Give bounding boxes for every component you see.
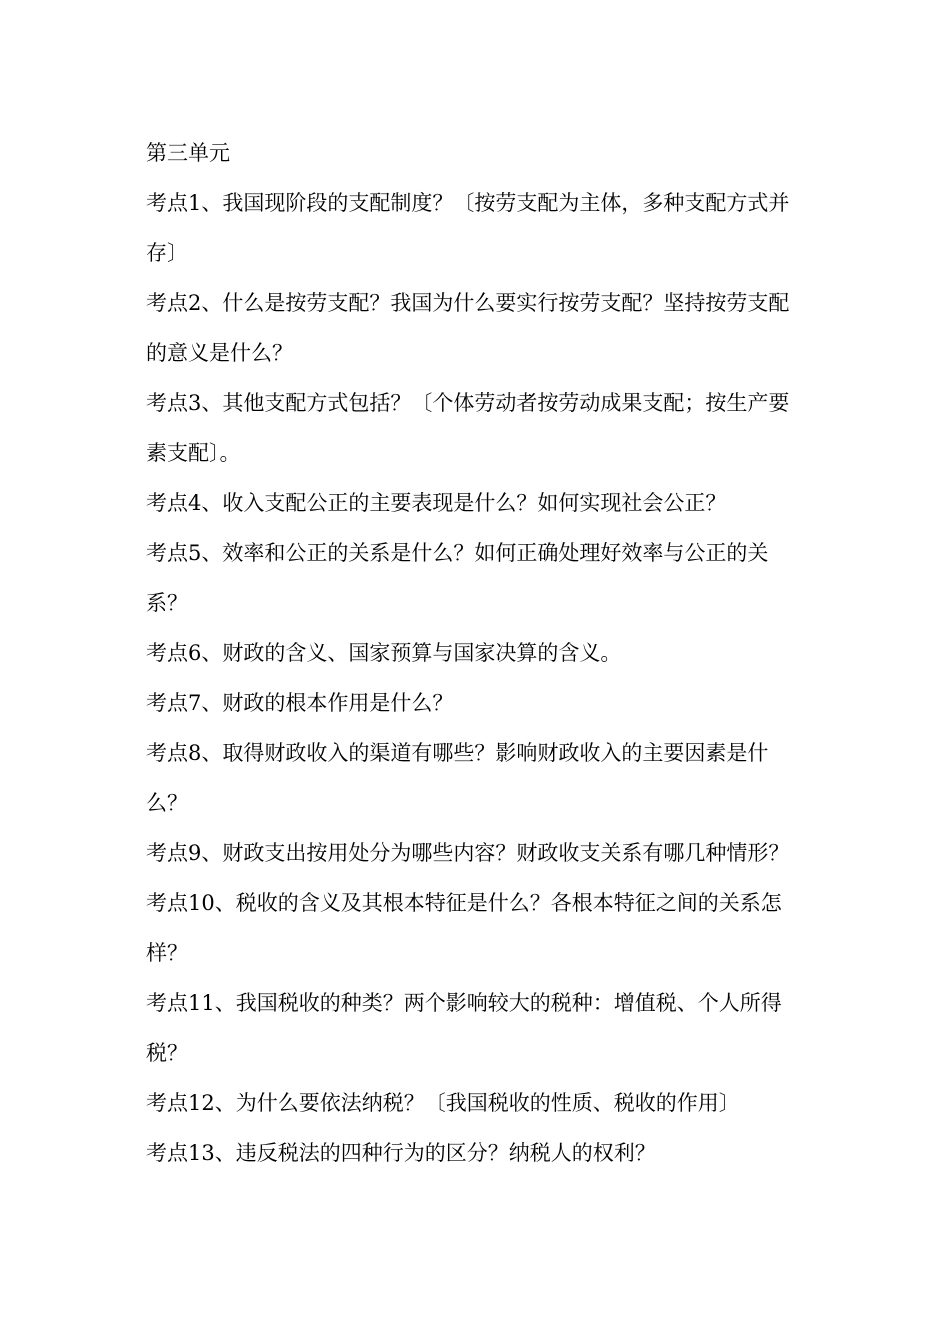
exam-point-9: 考点9、财政支出按用处分为哪些内容？财政收支关系有哪几种情形？: [146, 841, 790, 865]
exam-point-4: 考点4、收入支配公正的主要表现是什么？如何实现社会公正？: [146, 491, 727, 515]
unit-title: 第三单元: [146, 141, 230, 165]
exam-point-13: 考点13、违反税法的四种行为的区分？纳税人的权利？: [146, 1141, 656, 1165]
exam-point-2: 考点2、什么是按劳支配？我国为什么要实行按劳支配？坚持按劳支配的意义是什么？: [146, 291, 790, 365]
exam-point-11: 考点11、我国税收的种类？两个影响较大的税种：增值税、个人所得税？: [146, 991, 782, 1065]
exam-point-8: 考点8、取得财政收入的渠道有哪些？影响财政收入的主要因素是什么？: [146, 741, 769, 815]
document-page: [146, 128, 810, 1178]
exam-point-6: 考点6、财政的含义、国家预算与国家决算的含义。: [146, 641, 622, 665]
exam-point-10: 考点10、税收的含义及其根本特征是什么？各根本特征之间的关系怎样？: [146, 891, 782, 965]
exam-point-1: 考点1、我国现阶段的支配制度？〔按劳支配为主体，多种支配方式并存〕: [146, 191, 790, 265]
exam-point-3: 考点3、其他支配方式包括？〔个体劳动者按劳动成果支配；按生产要素支配〕。: [146, 391, 790, 465]
exam-point-5: 考点5、效率和公正的关系是什么？如何正确处理好效率与公正的关系？: [146, 541, 769, 615]
exam-point-12: 考点12、为什么要依法纳税？〔我国税收的性质、税收的作用〕: [146, 1091, 740, 1115]
exam-point-7: 考点7、财政的根本作用是什么？: [146, 691, 454, 715]
